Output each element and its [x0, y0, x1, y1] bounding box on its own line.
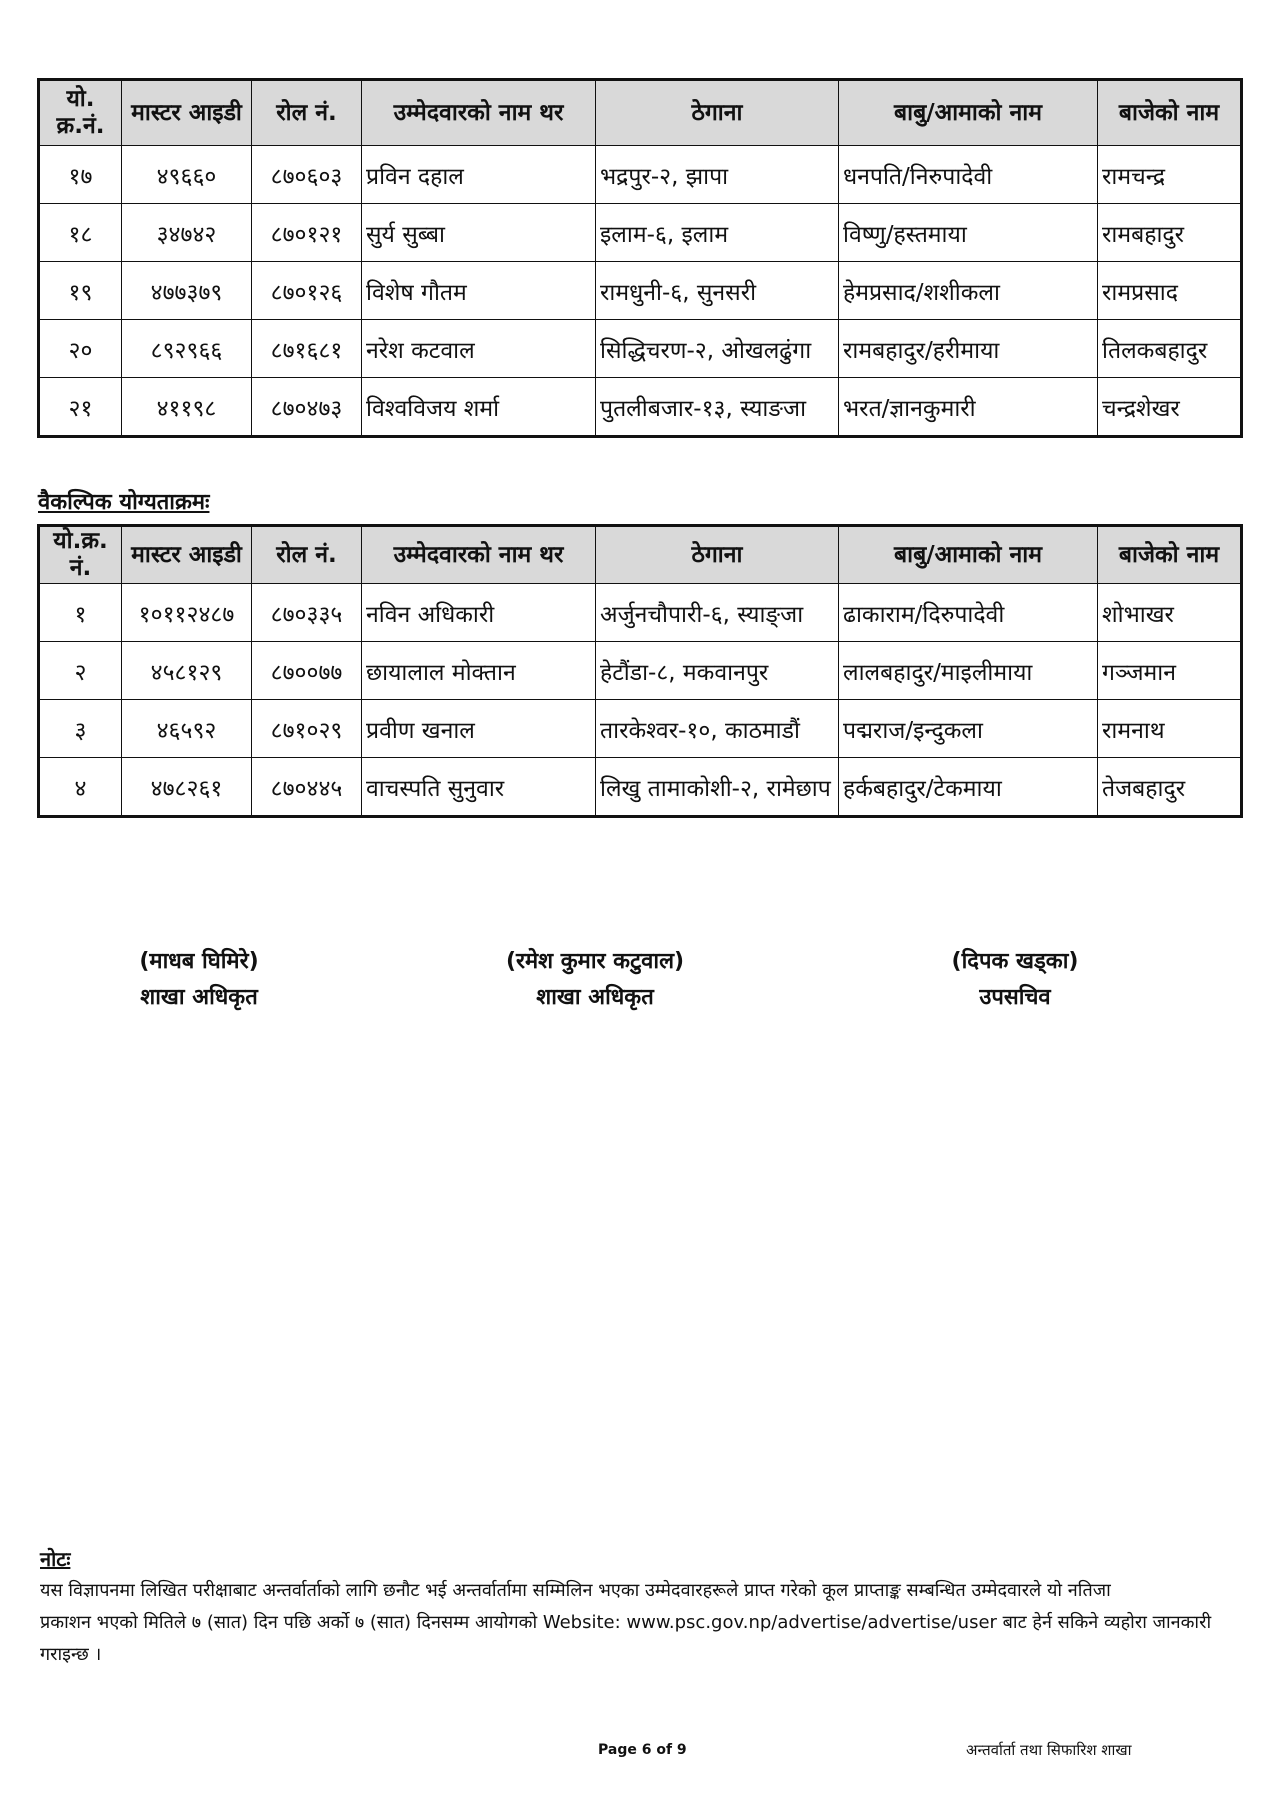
cell-parents-name: लालबहादुर/माइलीमाया: [839, 642, 1098, 700]
cell-candidate-name: नविन अधिकारी: [362, 584, 596, 642]
signatory-name: (रमेश कुमार कटुवाल): [505, 949, 685, 974]
cell-serial: २१: [39, 378, 122, 437]
header-address: ठेगाना: [596, 80, 839, 146]
cell-serial: १९: [39, 262, 122, 320]
cell-address: पुतलीबजार-१३, स्याङजा: [596, 378, 839, 437]
cell-roll-no: ८७०१२६: [252, 262, 362, 320]
alternate-candidates-table: [37, 524, 1243, 818]
cell-master-id: ४७८२६१: [122, 758, 252, 817]
cell-parents-name: विष्णु/हस्तमाया: [839, 204, 1098, 262]
header-serial: यो.क्र. नं.: [39, 526, 122, 584]
table-row: [39, 378, 1242, 437]
table-row: [39, 758, 1242, 817]
signatory-title: शाखा अधिकृत: [140, 985, 258, 1010]
signatory-title: उपसचिव: [979, 985, 1051, 1010]
table-row: [39, 642, 1242, 700]
header-address: ठेगाना: [596, 526, 839, 584]
cell-address: तारकेश्वर-१०, काठमाडौं: [596, 700, 839, 758]
cell-master-id: ४९६६०: [122, 146, 252, 204]
cell-serial: २०: [39, 320, 122, 378]
cell-grandfather-name: रामप्रसाद: [1098, 262, 1242, 320]
cell-grandfather-name: चन्द्रशेखर: [1098, 378, 1242, 437]
cell-candidate-name: नरेश कटवाल: [362, 320, 596, 378]
cell-serial: ४: [39, 758, 122, 817]
cell-grandfather-name: गञ्जमान: [1098, 642, 1242, 700]
signature-block: [430, 944, 760, 1016]
note-line: गराइन्छ ।: [40, 1644, 102, 1665]
signatory-name: (दिपक खड्का): [951, 949, 1079, 974]
cell-parents-name: ढाकाराम/दिरुपादेवी: [839, 584, 1098, 642]
cell-serial: १७: [39, 146, 122, 204]
header-master-id: मास्टर आइडी: [122, 80, 252, 146]
cell-roll-no: ८७०४४५: [252, 758, 362, 817]
cell-serial: १८: [39, 204, 122, 262]
header-candidate-name: उम्मेदवारको नाम थर: [362, 80, 596, 146]
cell-roll-no: ८७०४७३: [252, 378, 362, 437]
note-heading: नोटः: [40, 1547, 71, 1571]
cell-parents-name: हर्कबहादुर/टेकमाया: [839, 758, 1098, 817]
table-row: [39, 584, 1242, 642]
cell-parents-name: पद्मराज/इन्दुकला: [839, 700, 1098, 758]
header-roll-no: रोल नं.: [252, 526, 362, 584]
header-grandfather-name: बाजेको नाम: [1098, 80, 1242, 146]
cell-parents-name: हेमप्रसाद/शशीकला: [839, 262, 1098, 320]
cell-candidate-name: सुर्य सुब्बा: [362, 204, 596, 262]
cell-roll-no: ८७१०२९: [252, 700, 362, 758]
signature-block: [34, 944, 364, 1016]
header-roll-no: रोल नं.: [252, 80, 362, 146]
table-header-row: [39, 80, 1242, 146]
cell-master-id: ८९२९६६: [122, 320, 252, 378]
header-serial: यो. क्र.नं.: [39, 80, 122, 146]
cell-grandfather-name: रामबहादुर: [1098, 204, 1242, 262]
cell-candidate-name: प्रविन दहाल: [362, 146, 596, 204]
cell-roll-no: ८७०३३५: [252, 584, 362, 642]
table-row: [39, 204, 1242, 262]
cell-candidate-name: विशेष गौतम: [362, 262, 596, 320]
cell-address: इलाम-६, इलाम: [596, 204, 839, 262]
cell-master-id: ४७७३७९: [122, 262, 252, 320]
cell-parents-name: भरत/ज्ञानकुमारी: [839, 378, 1098, 437]
cell-grandfather-name: तिलकबहादुर: [1098, 320, 1242, 378]
table-row: [39, 700, 1242, 758]
cell-address: सिद्धिचरण-२, ओखलढुंगा: [596, 320, 839, 378]
cell-candidate-name: प्रवीण खनाल: [362, 700, 596, 758]
cell-roll-no: ८७१६८१: [252, 320, 362, 378]
header-parents-name: बाबु/आमाको नाम: [839, 80, 1098, 146]
cell-roll-no: ८७०६०३: [252, 146, 362, 204]
note-text: [40, 1575, 1235, 1671]
cell-candidate-name: वाचस्पति सुनुवार: [362, 758, 596, 817]
table-row: [39, 262, 1242, 320]
cell-address: हेटौंडा-८, मकवानपुर: [596, 642, 839, 700]
cell-address: लिखु तामाकोशी-२, रामेछाप: [596, 758, 839, 817]
cell-master-id: ४५८१२९: [122, 642, 252, 700]
footer-branch-name: अन्तर्वार्ता तथा सिफारिश शाखा: [966, 1741, 1132, 1759]
note-line: यस विज्ञापनमा लिखित परीक्षाबाट अन्तर्वार्ताको लागि छनौट भई अन्तर्वार्तामा सम्मिलिन भएका उम्मेदवारहरूले प्राप्त गरेको कूल प्राप्ताङ्क सम्बन्धित उम्मेदवारले यो नतिजा: [40, 1580, 1111, 1601]
candidates-table: [37, 78, 1243, 438]
header-candidate-name: उम्मेदवारको नाम थर: [362, 526, 596, 584]
cell-roll-no: ८७०१२१: [252, 204, 362, 262]
cell-serial: २: [39, 642, 122, 700]
cell-grandfather-name: रामनाथ: [1098, 700, 1242, 758]
cell-grandfather-name: रामचन्द्र: [1098, 146, 1242, 204]
cell-master-id: १०११२४८७: [122, 584, 252, 642]
table-header-row: [39, 526, 1242, 584]
header-grandfather-name: बाजेको नाम: [1098, 526, 1242, 584]
cell-parents-name: धनपति/निरुपादेवी: [839, 146, 1098, 204]
cell-grandfather-name: शोभाखर: [1098, 584, 1242, 642]
cell-parents-name: रामबहादुर/हरीमाया: [839, 320, 1098, 378]
cell-address: रामधुनी-६, सुनसरी: [596, 262, 839, 320]
note-line: प्रकाशन भएको मितिले ७ (सात) दिन पछि अर्को ७ (सात) दिनसम्म आयोगको Website: www.psc.gov.np/advertise/advertise/user बाट हेर्न सकिने व्यहोरा जानकारी: [40, 1612, 1212, 1633]
cell-address: भद्रपुर-२, झापा: [596, 146, 839, 204]
cell-candidate-name: विश्वविजय शर्मा: [362, 378, 596, 437]
cell-serial: १: [39, 584, 122, 642]
signatory-name: (माधब घिमिरे): [139, 949, 259, 974]
cell-master-id: ४११९८: [122, 378, 252, 437]
page-number: Page 6 of 9: [598, 1742, 687, 1758]
signature-block: [850, 944, 1180, 1016]
cell-master-id: ३४७४२: [122, 204, 252, 262]
table-row: [39, 146, 1242, 204]
cell-roll-no: ८७००७७: [252, 642, 362, 700]
header-master-id: मास्टर आइडी: [122, 526, 252, 584]
cell-serial: ३: [39, 700, 122, 758]
signatory-title: शाखा अधिकृत: [536, 985, 654, 1010]
cell-address: अर्जुनचौपारी-६, स्याङ्जा: [596, 584, 839, 642]
cell-grandfather-name: तेजबहादुर: [1098, 758, 1242, 817]
cell-candidate-name: छायालाल मोक्तान: [362, 642, 596, 700]
cell-master-id: ४६५९२: [122, 700, 252, 758]
table-row: [39, 320, 1242, 378]
alternate-merit-heading: वैकल्पिक योग्यताक्रमः: [38, 490, 210, 515]
header-parents-name: बाबु/आमाको नाम: [839, 526, 1098, 584]
